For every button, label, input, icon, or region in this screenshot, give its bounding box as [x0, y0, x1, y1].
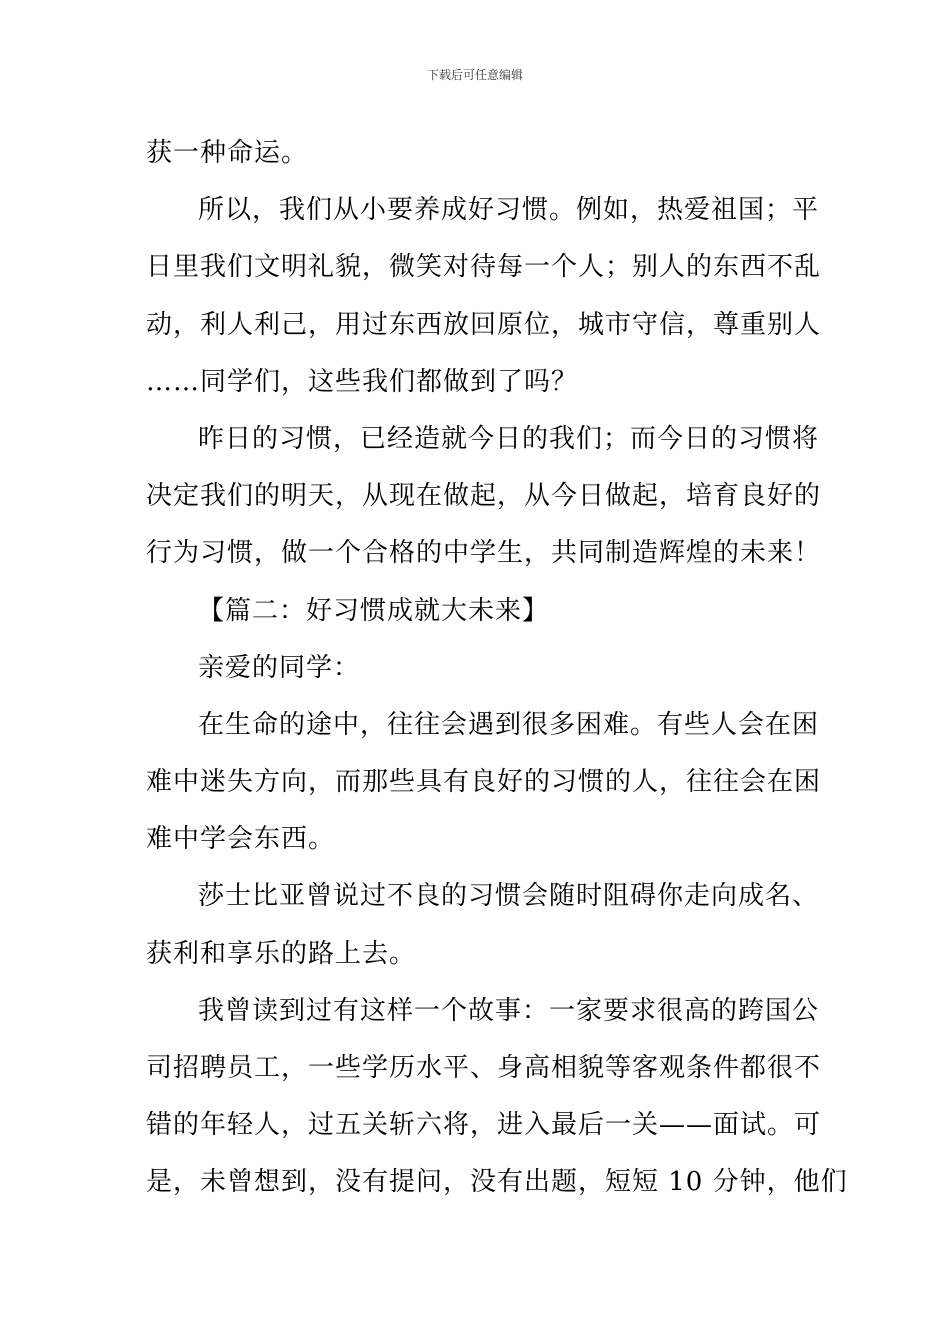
text-line: 获利和享乐的路上去。: [146, 938, 417, 969]
text-line: 难中学会东西。: [146, 824, 336, 855]
paragraph-first-line: 昨日的习惯，已经造就今日的我们；而今日的习惯将: [198, 423, 820, 454]
document-body: [146, 125, 848, 1212]
text-line: 决定我们的明天，从现在做起，从今日做起，培育良好的: [146, 481, 822, 512]
paragraph-first-line: 我曾读到过有这样一个故事：一家要求很高的跨国公: [198, 995, 820, 1026]
text-line: 获一种命运。: [146, 138, 309, 168]
text-line: 是，未曾想到，没有提问，没有出题，短短 10 分钟，他们: [146, 1167, 848, 1198]
text-line: 日里我们文明礼貌，微笑对待每一个人；别人的东西不乱: [146, 252, 822, 283]
section-heading: 【篇二：好习惯成就大未来】: [198, 595, 550, 626]
paragraph-first-line: 在生命的途中，往往会遇到很多困难。有些人会在困: [198, 709, 820, 740]
salutation: 亲爱的同学：: [198, 652, 361, 683]
paragraph-first-line: 莎士比亚曾说过不良的习惯会随时阻碍你走向成名、: [198, 881, 820, 912]
text-line: 司招聘员工，一些学历水平、身高相貌等客观条件都很不: [146, 1053, 822, 1083]
page-header-note: 下载后可任意编辑: [426, 68, 523, 82]
text-line: 动，利人利己，用过东西放回原位，城市守信，尊重别人: [146, 309, 822, 340]
paragraph-first-line: 所以，我们从小要养成好习惯。例如，热爱祖国；平: [198, 195, 820, 226]
text-line: 难中迷失方向，而那些具有良好的习惯的人，往往会在困: [146, 767, 822, 798]
text-line: ……同学们，这些我们都做到了吗？: [146, 366, 579, 397]
text-line: 行为习惯，做一个合格的中学生，共同制造辉煌的未来！: [146, 538, 822, 569]
text-line: 错的年轻人，过五关斩六将，进入最后一关——面试。可: [146, 1110, 822, 1141]
